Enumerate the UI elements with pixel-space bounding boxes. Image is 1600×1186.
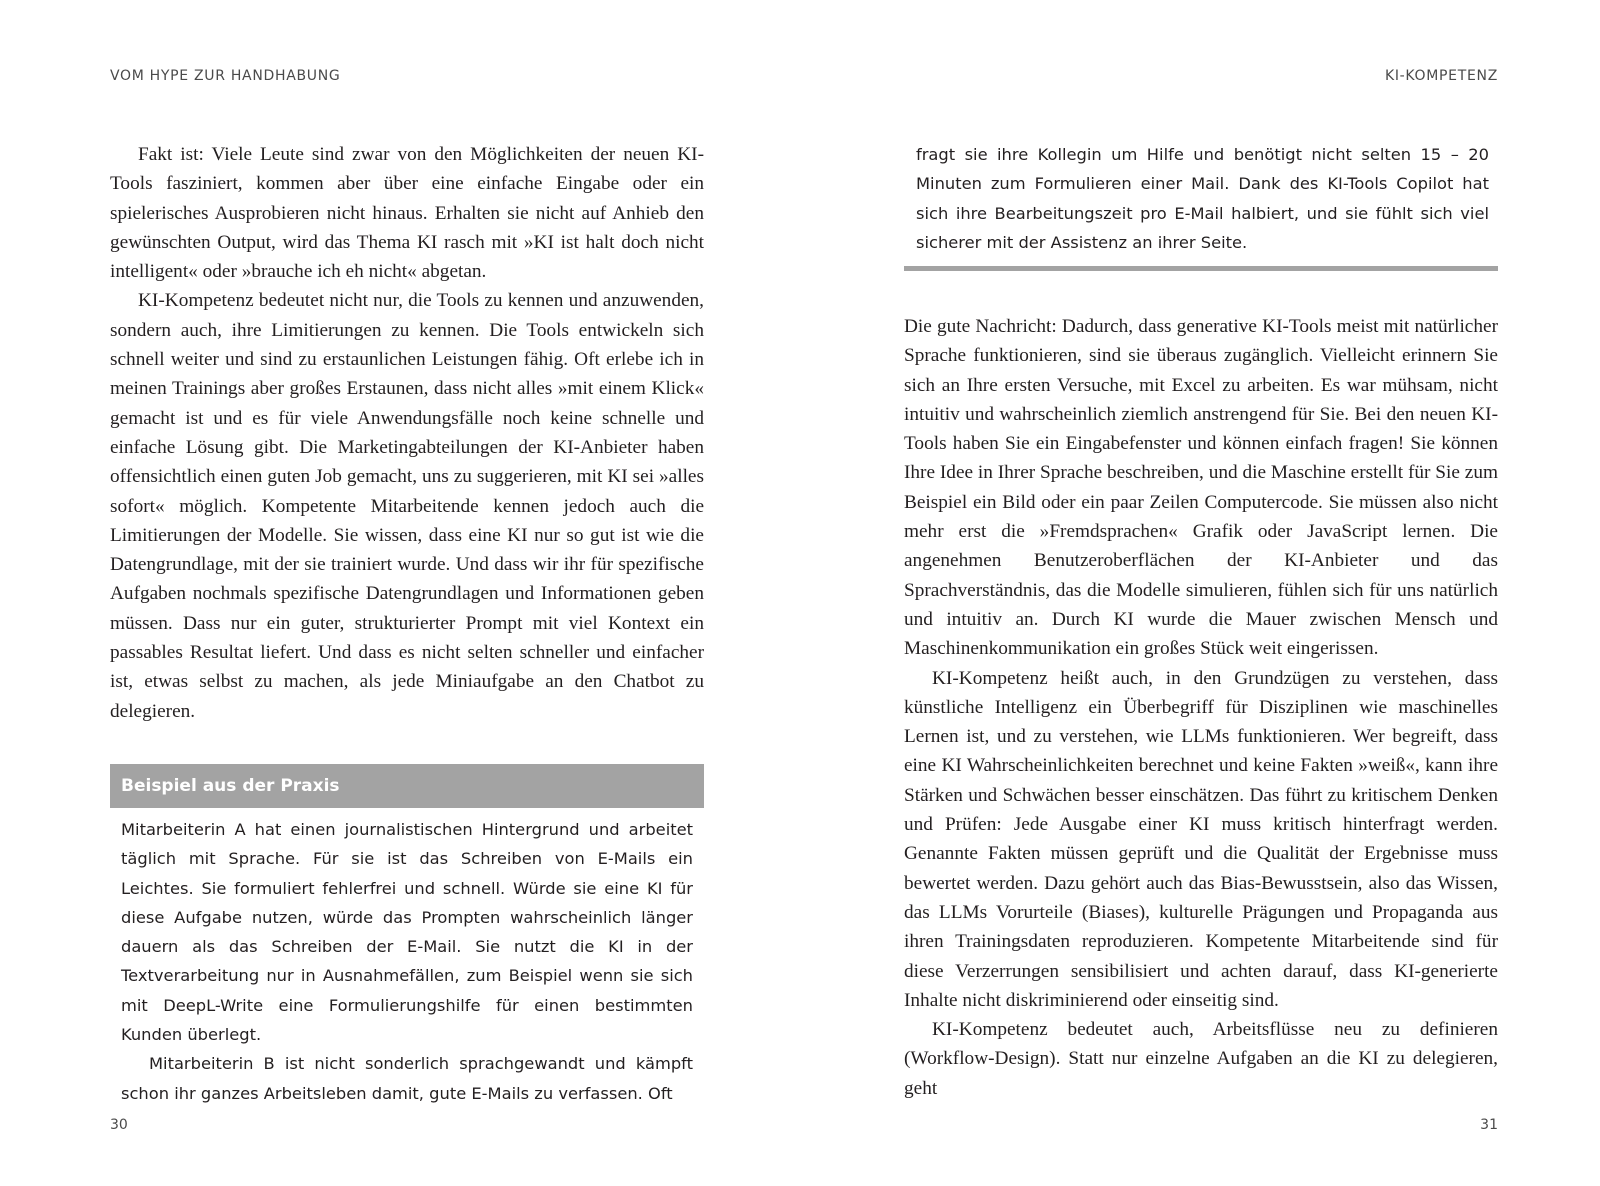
example-box-title: Beispiel aus der Praxis: [110, 764, 704, 808]
running-head-right: KI-KOMPETENZ: [1384, 68, 1498, 84]
right-body-text: [904, 312, 1498, 1103]
paragraph: KI-Kompetenz heißt auch, in den Grundzügen zu verstehen, dass künstliche Intelligenz ein Überbegriff für Disziplinen wie maschinelles Lernen ist, und zu verstehen, wie LLMs funktionieren. Wer begreift, dass eine KI Wahrscheinlichkeiten berechnet und keine Fakten »weiß«, kann ihre Stärken und Schwächen besser einschätzen. Das führt zu kritischem Denken und Prüfen: Jede Ausgabe einer KI muss kritisch hinterfragt werden. Genannte Fakten müssen geprüft und die Qualität der Ergebnisse muss bewertet werden. Dazu gehört auch das Bias-Bewusstsein, also das Wissen, das LLMs Vorurteile (Biases), kulturelle Prägungen und Propaganda aus ihren Trainingsdaten reproduzieren. Kompetente Mitarbeitende sind für diese Verzerrungen sensibilisiert und achten darauf, dass KI-generierte Inhalte nicht diskriminierend oder einseitig sind.: [904, 667, 1498, 1011]
example-box-continuation: [916, 140, 1489, 257]
running-head-left: VOM HYPE ZUR HANDHABUNG: [110, 68, 341, 84]
example-paragraph: Mitarbeiterin B ist nicht sonderlich sprachgewandt und kämpft schon ihr ganzes Arbeitsleben damit, gute E-Mails zu verfassen. Oft: [121, 1054, 693, 1103]
example-box-bottom-rule: [904, 266, 1498, 271]
left-page: [110, 0, 704, 1186]
left-body-text: [110, 140, 704, 726]
page-number-right: 31: [1480, 1117, 1498, 1133]
paragraph: KI-Kompetenz bedeutet nicht nur, die Tools zu kennen und anzuwenden, sondern auch, ihre Limitierungen zu kennen. Die Tools entwickeln sich schnell weiter und sind zu erstaunlichen Leistungen fähig. Oft erlebe ich in meinen Trainings aber großes Erstaunen, dass nicht alles »mit einem Klick« gemacht ist und es für viele Anwendungsfälle noch keine schnelle und einfache Lösung gibt. Die Marketingabteilungen der KI-Anbieter haben offensichtlich einen guten Job gemacht, uns zu suggerieren, mit KI sei »alles sofort« möglich. Kompetente Mitarbeitende kennen jedoch auch die Limitierungen der Modelle. Sie wissen, dass eine KI nur so gut ist wie die Datengrundlage, mit der sie trainiert wurde. Und dass wir ihr für spezifische Aufgaben nochmals spezifische Datengrundlagen und Informationen geben müssen. Dass nur ein guter, strukturierter Prompt mit viel Kontext ein passables Resultat liefert. Und dass es nicht selten schneller und einfacher ist, etwas selbst zu machen, als jede Miniaufgabe an den Chatbot zu delegieren.: [110, 290, 704, 722]
paragraph: KI-Kompetenz bedeutet auch, Arbeitsflüsse neu zu definieren (Workflow-Design). Statt nur einzelne Aufgaben an die KI zu delegieren, geht: [904, 1019, 1498, 1099]
paragraph: Die gute Nachricht: Dadurch, dass generative KI-Tools meist mit natürlicher Sprache funktionieren, sind sie überaus zugänglich. Vielleicht erinnern Sie sich an Ihre ersten Versuche, mit Excel zu arbeiten. Es war mühsam, nicht intuitiv und wahrscheinlich ziemlich anstrengend für Sie. Bei den neuen KI-Tools haben Sie ein Eingabefenster und können einfach fragen! Sie können Ihre Idee in Ihrer Sprache beschreiben, und die Maschine erstellt für Sie zum Beispiel ein Bild oder ein paar Zeilen Computercode. Sie müssen also nicht mehr erst die »Fremdsprachen« Grafik oder JavaScript lernen. Die angenehmen Benutzeroberflächen der KI-Anbieter und das Sprachverständnis, das die Modelle simulieren, fühlen sich für uns natürlich und intuitiv an. Durch KI wurde die Mauer zwischen Mensch und Maschinenkommunikation ein großes Stück weit eingerissen.: [904, 316, 1498, 660]
example-paragraph: fragt sie ihre Kollegin um Hilfe und benötigt nicht selten 15 – 20 Minuten zum Formulieren einer Mail. Dank des KI-Tools Copilot hat sich ihre Bearbeitungszeit pro E-Mail halbiert, und sie fühlt sich viel sicherer mit der Assistenz an ihrer Seite.: [916, 145, 1489, 252]
page-number-left: 30: [110, 1117, 128, 1133]
example-paragraph: Mitarbeiterin A hat einen journalistischen Hintergrund und arbeitet täglich mit Sprache. Für sie ist das Schreiben von E-Mails ein Leichtes. Sie formuliert fehlerfrei und schnell. Würde sie eine KI für diese Aufgabe nutzen, würde das Prompten wahrscheinlich länger dauern als das Schreiben der E-Mail. Sie nutzt die KI in der Textverarbeitung nur in Ausnahmefällen, zum Beispiel wenn sie sich mit DeepL-Write eine Formulierungshilfe für einen bestimmten Kunden überlegt.: [121, 820, 693, 1045]
example-box-text: [121, 815, 693, 1108]
paragraph: Fakt ist: Viele Leute sind zwar von den Möglichkeiten der neuen KI-Tools fasziniert, kommen aber über eine einfache Eingabe oder ein spielerisches Ausprobieren nicht hinaus. Erhalten sie nicht auf Anhieb den gewünschten Output, wird das Thema KI rasch mit »KI ist halt doch nicht intelligent« oder »brauche ich eh nicht« abgetan.: [110, 144, 704, 283]
right-page: [904, 0, 1498, 1186]
